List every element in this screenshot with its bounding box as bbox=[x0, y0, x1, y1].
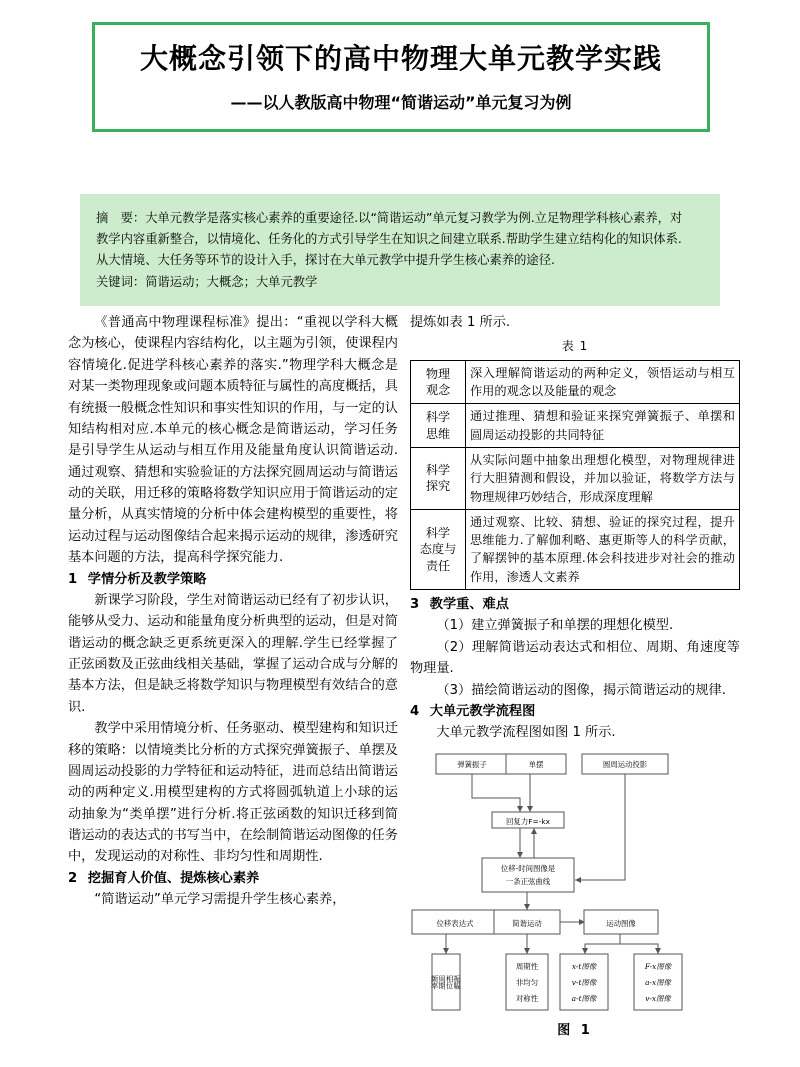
section-4-title: 大单元教学流程图 bbox=[429, 703, 536, 719]
paragraph-student-analysis: 新课学习阶段，学生对简谐运动已经有了初步认识，能够从受力、运动和能量角度分析典型的运动，但是对简谐运动的概念缺乏更系统更深入的理解.学生已经掌握了正弦函数及正弦曲线相关基础，掌握了运动合成与分解的基本方法，但是缺乏将数学知识与物理模型有效结合的意识. bbox=[68, 592, 398, 715]
flowchart-label: 非均匀 bbox=[515, 977, 539, 987]
abstract-line-3: 从大情境、大任务等环节的设计入手，探讨在大单元教学中提升学生核心素养的途径. bbox=[96, 253, 555, 268]
key-line: 物理 bbox=[425, 366, 451, 381]
flowchart-label: 对称性 bbox=[515, 993, 539, 1003]
flowchart-box-x-graphs bbox=[634, 954, 682, 1010]
section-heading-4 bbox=[410, 701, 740, 722]
paragraph-core-literacy: “简谐运动”单元学习需提升学生核心素养， bbox=[94, 892, 346, 908]
abstract-box bbox=[80, 194, 720, 306]
flowchart-label: a-t图像 bbox=[571, 993, 597, 1003]
flowchart-box-pendulum bbox=[506, 754, 566, 774]
literacy-table bbox=[410, 360, 740, 590]
key-point-item-3: （3）描绘简谐运动的图像，揭示简谐运动的规律. bbox=[436, 682, 726, 698]
key-line: 观念 bbox=[425, 383, 451, 398]
table-lead-text: 提炼如表 1 所示. bbox=[410, 315, 511, 330]
flowchart-label: 简谐运动 bbox=[512, 918, 542, 928]
key-point-item-1: （1）建立弹簧振子和单摆的理想化模型. bbox=[436, 618, 674, 634]
table-caption: 表 1 bbox=[561, 339, 589, 354]
section-3-number: 3 bbox=[410, 597, 420, 613]
flowchart-label: x-t图像 bbox=[571, 961, 597, 971]
key-line: 科学 bbox=[425, 525, 451, 540]
section-2-title: 挖掘育人价值、提炼核心素养 bbox=[87, 870, 260, 886]
paragraph-intro: 《普通高中物理课程标准》提出：“重视以学科大概念为核心，使课程内容结构化，以主题为引领，使课程内容情境化.促进学科核心素养的落实.”物理学科大概念是对某一类物理现象或问题本质特征与属性的高度概括，具有统摄一般概念性知识和事实性知识的作用，与一定的认知结构相对应.本单元的核心概念是简谐运动，学习任务是引导学生从运动与相互作用及能量角度认识简谐运动.通过观察、猜想和实验验证的方法探究圆周运动与简谐运动的关联，用迁移的策略将数学知识应用于简谐运动的定量分析，从真实情境的分析中体会建构模型的重要性，将运动过程与运动图像结合起来揭示运动的规律，渗透研究基本问题的方法，提高科学探究能力. bbox=[68, 315, 398, 566]
table-row bbox=[411, 509, 740, 589]
page-title: 大概念引领下的高中物理大单元教学实践 bbox=[139, 42, 662, 75]
flowchart-label: 一条正弦曲线 bbox=[505, 876, 551, 886]
section-1-title: 学情分析及教学策略 bbox=[87, 571, 207, 587]
section-3-title: 教学重、难点 bbox=[429, 597, 509, 613]
flowchart-svg bbox=[410, 750, 740, 1012]
flowchart-box-displacement-time-sine bbox=[482, 858, 574, 892]
flowchart-box-circular-projection bbox=[582, 754, 668, 774]
key-point-item-2: （2）理解简谐运动表达式和相位、周期、角速度等物理量. bbox=[410, 639, 740, 677]
section-heading-2 bbox=[68, 868, 398, 889]
key-line: 探究 bbox=[425, 479, 451, 494]
flowchart-label: v-x图像 bbox=[645, 993, 671, 1003]
flowchart-label: 周期 bbox=[438, 974, 447, 989]
table-cell-value: 通过推理、猜想和验证来探究弹簧振子、单摆和圆周运动投影的共同特征 bbox=[466, 404, 740, 448]
flowchart-box-property-group bbox=[506, 954, 548, 1010]
key-line: 科学 bbox=[425, 410, 451, 425]
flowchart-box-t-graphs bbox=[560, 954, 608, 1010]
section-1-number: 1 bbox=[68, 571, 78, 587]
flowchart-label: 相位 bbox=[445, 974, 455, 989]
figure-caption: 图 1 bbox=[557, 1022, 593, 1038]
flowchart-label: 单摆 bbox=[528, 759, 544, 769]
section-heading-1 bbox=[68, 569, 398, 590]
flowchart-label: 圆周运动投影 bbox=[602, 759, 648, 769]
abstract-keywords: 关键词：简谐运动；大概念；大单元教学 bbox=[96, 275, 318, 290]
flowchart-label: 振幅 bbox=[453, 974, 463, 989]
table-row bbox=[411, 360, 740, 404]
key-line: 科学 bbox=[425, 462, 451, 477]
flowchart-label: a-x图像 bbox=[645, 977, 671, 987]
key-line: 思维 bbox=[425, 426, 451, 441]
table-cell-value: 通过观察、比较、猜想、验证的探究过程，提升思维能力.了解伽利略、惠更斯等人的科学贡献，了解摆钟的基本原理.体会科技进步对社会的推动作用，渗透人文素养 bbox=[466, 509, 740, 589]
flowchart-box-displacement-expression bbox=[412, 910, 498, 934]
flowchart-box-shm bbox=[494, 910, 560, 934]
paragraph-teaching-strategy: 教学中采用情境分析、任务驱动、模型建构和知识迁移的策略：以情境类比分析的方式探究弹簧振子、单摆及圆周运动投影的力学特征和运动特征，进而总结出简谐运动的两种定义.用模型建构的方式将圆弧轨道上小球的运动抽象为“类单摆”进行分析.将正弦函数的知识迁移到简谐运动的表达式的书写当中，在绘制简谐运动图像的任务中，发现运动的对称性、非均匀性和周期性. bbox=[68, 721, 398, 865]
table-cell-key bbox=[411, 404, 466, 448]
abstract-line-1: 摘 要：大单元教学是落实核心素养的重要途径.以“简谐运动”单元复习教学为例.立足物理学科核心素养，对 bbox=[96, 211, 683, 225]
table-cell-value: 深入理解简谐运动的两种定义，领悟运动与相互作用的观念以及能量的观念 bbox=[466, 360, 740, 404]
table-row bbox=[411, 448, 740, 510]
table-cell-key bbox=[411, 448, 466, 510]
flowchart-label: F-x图像 bbox=[644, 961, 672, 971]
flowchart-label: 回复力F=-kx bbox=[506, 816, 550, 826]
flowchart-label: 位移表达式 bbox=[436, 918, 474, 928]
body-column-left bbox=[68, 312, 398, 911]
section-2-number: 2 bbox=[68, 870, 78, 886]
page-subtitle: ——以人教版高中物理“简谐运动”单元复习为例 bbox=[230, 93, 572, 112]
flowchart-box-spring bbox=[436, 754, 508, 774]
abstract-line-2: 教学内容重新整合，以情境化、任务化的方式引导学生在知识之间建立联系.帮助学生建立结构化的知识体系. bbox=[96, 232, 682, 247]
flowchart-label: 运动图像 bbox=[606, 918, 636, 928]
flowchart-label: 频率 bbox=[430, 974, 440, 989]
key-line: 态度与 bbox=[419, 542, 457, 557]
flowchart-label: 位移-时间图像是 bbox=[500, 863, 556, 873]
title-band bbox=[92, 22, 710, 132]
key-line: 责任 bbox=[425, 558, 451, 573]
table-row bbox=[411, 404, 740, 448]
table-cell-value: 从实际问题中抽象出理想化模型，对物理规律进行大胆猜测和假设，并加以验证，将数学方法与物理规律巧妙结合，形成深度理解 bbox=[466, 448, 740, 510]
section-heading-3 bbox=[410, 594, 740, 615]
flowchart-label: 周期性 bbox=[515, 961, 539, 971]
table-cell-key bbox=[411, 509, 466, 589]
flowchart-label: 弹簧振子 bbox=[457, 759, 487, 769]
teaching-flowchart bbox=[410, 750, 740, 1018]
flowchart-label: v-t图像 bbox=[571, 977, 597, 987]
flowchart-box-motion-graph bbox=[584, 910, 658, 934]
body-column-right bbox=[410, 312, 740, 1041]
section-4-number: 4 bbox=[410, 703, 420, 719]
flowchart-box-restoring-force bbox=[492, 812, 564, 828]
table-cell-key bbox=[411, 360, 466, 404]
flowchart-amplitude-vertical-text bbox=[430, 956, 463, 1008]
flowchart-lead-text: 大单元教学流程图如图 1 所示. bbox=[436, 725, 616, 741]
